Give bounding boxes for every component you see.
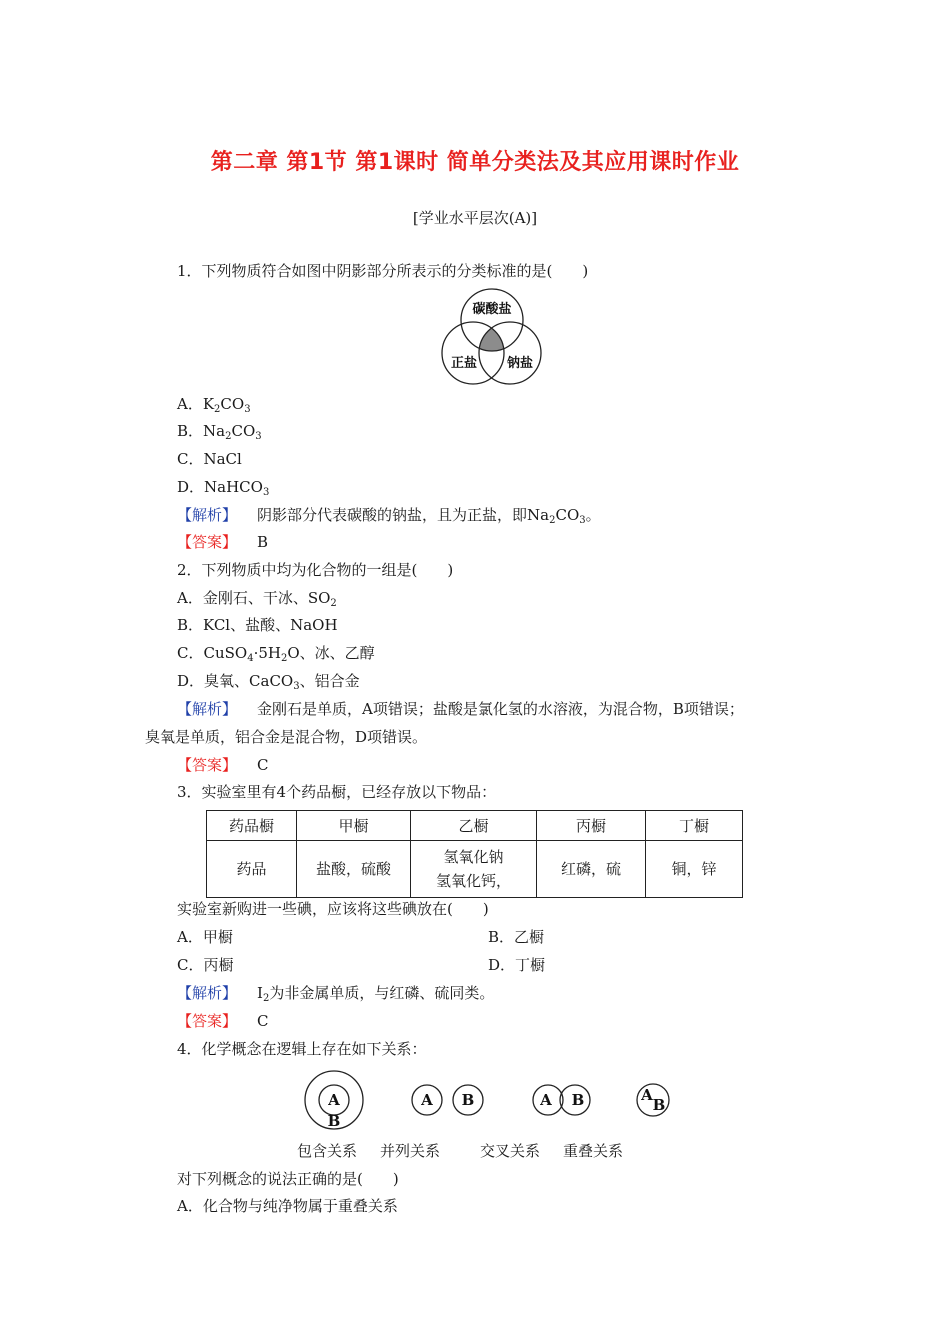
analysis-tag: 【解析】	[177, 984, 238, 1002]
table-header-cell: 丁橱	[646, 811, 743, 841]
inclusion-label-b: B	[327, 1112, 341, 1130]
table-header-cell: 乙橱	[411, 811, 537, 841]
q3-stem: 3．实验室里有4个药品橱，已经存放以下物品：	[177, 783, 497, 801]
answer-tag: 【答案】	[177, 1012, 238, 1030]
q2-option-a: A．金刚石、干冰、$SO_2$	[177, 589, 337, 609]
q1-stem: 1．下列物质符合如图中阴影部分所表示的分类标准的是( )	[177, 262, 589, 280]
table-header-cell: 丙橱	[537, 811, 646, 841]
q1-answer: 【答案】 B	[177, 533, 269, 551]
table-header-cell: 甲橱	[297, 811, 411, 841]
q2-option-c: C．$CuSO_4\cdot 5H_2O$、冰、乙醇	[177, 644, 375, 664]
q2-answer: 【答案】 C	[177, 756, 269, 774]
q3-answer: 【答案】 C	[177, 1012, 269, 1030]
q3-stem-2: 实验室新购进一些碘，应该将这些碘放在( )	[177, 900, 489, 918]
q1-option-b: B．$Na_2CO_3$	[177, 422, 262, 442]
venn-circle-right	[479, 322, 541, 384]
venn-circle-left	[442, 322, 504, 384]
q4-option-a: A．化合物与纯净物属于重叠关系	[177, 1197, 398, 1215]
venn-label-top: 碳酸盐	[472, 302, 512, 317]
q3-option-d: D．丁橱	[488, 956, 546, 974]
cross-label-a: A	[540, 1091, 552, 1109]
table-row-label: 药品	[207, 841, 297, 898]
q3-option-a: A．甲橱	[177, 928, 233, 946]
q2-option-b: B．KCl、盐酸、NaOH	[177, 616, 338, 634]
q3-option-c: C．丙橱	[177, 956, 234, 974]
cabinet-table	[206, 810, 743, 898]
q4-stem-2: 对下列概念的说法正确的是( )	[177, 1170, 399, 1188]
level-heading: [学业水平层次(A)]	[412, 209, 538, 227]
overlap-label-b: B	[652, 1096, 666, 1114]
cross-label-b: B	[571, 1091, 585, 1109]
q3-option-b: B．乙橱	[488, 928, 545, 946]
answer-tag: 【答案】	[177, 533, 238, 551]
q1-option-d: D．NaHCO$_3$	[177, 478, 270, 498]
venn-label-right: 钠盐	[506, 356, 534, 371]
parallel-label-a: A	[421, 1091, 433, 1109]
relation-label-overlap: 重叠关系	[563, 1142, 624, 1160]
inclusion-label-a: A	[328, 1091, 340, 1109]
table-header-cell: 药品橱	[207, 811, 297, 841]
parallel-label-b: B	[461, 1091, 475, 1109]
table-row	[207, 841, 743, 898]
q2-stem: 2．下列物质中均为化合物的一组是( )	[177, 561, 454, 579]
table-header-row	[207, 811, 743, 841]
table-cell: 盐酸，硫酸	[297, 841, 411, 898]
page-title: 第二章 第1节 第1课时 简单分类法及其应用课时作业	[210, 150, 740, 175]
q2-analysis: 【解析】 金刚石是单质，A项错误；盐酸是氯化氢的水溶液，为混合物，B项错误；	[177, 700, 744, 718]
q1-option-c: C．NaCl	[177, 450, 242, 468]
q2-analysis-cont: 臭氧是单质，铝合金是混合物，D项错误。	[145, 728, 428, 746]
analysis-tag: 【解析】	[177, 700, 238, 718]
relation-label-inclusion: 包含关系	[297, 1142, 358, 1160]
table-cell: 铜，锌	[646, 841, 743, 898]
q1-option-a: A．$K_2CO_3$	[177, 395, 251, 415]
relation-diagram	[290, 1070, 680, 1134]
q3-analysis: 【解析】 $I_2$为非金属单质，与红磷、硫同类。	[177, 984, 495, 1004]
table-cell: 红磷，硫	[537, 841, 646, 898]
q1-venn-diagram	[438, 286, 544, 386]
table-cell: 氢氧化钠 氢氧化钙，	[411, 841, 537, 898]
q2-option-d: D．臭氧、CaCO$_3$、铝合金	[177, 672, 360, 692]
relation-label-cross: 交叉关系	[480, 1142, 541, 1160]
q4-stem: 4．化学概念在逻辑上存在如下关系：	[177, 1040, 427, 1058]
relation-label-parallel: 并列关系	[380, 1142, 441, 1160]
answer-tag: 【答案】	[177, 756, 238, 774]
analysis-tag: 【解析】	[177, 506, 238, 524]
venn-label-left: 正盐	[450, 356, 478, 371]
overlap-label-a: A	[641, 1086, 653, 1104]
q1-analysis: 【解析】 阴影部分代表碳酸的钠盐，且为正盐，即$Na_2CO_3$。	[177, 506, 601, 526]
